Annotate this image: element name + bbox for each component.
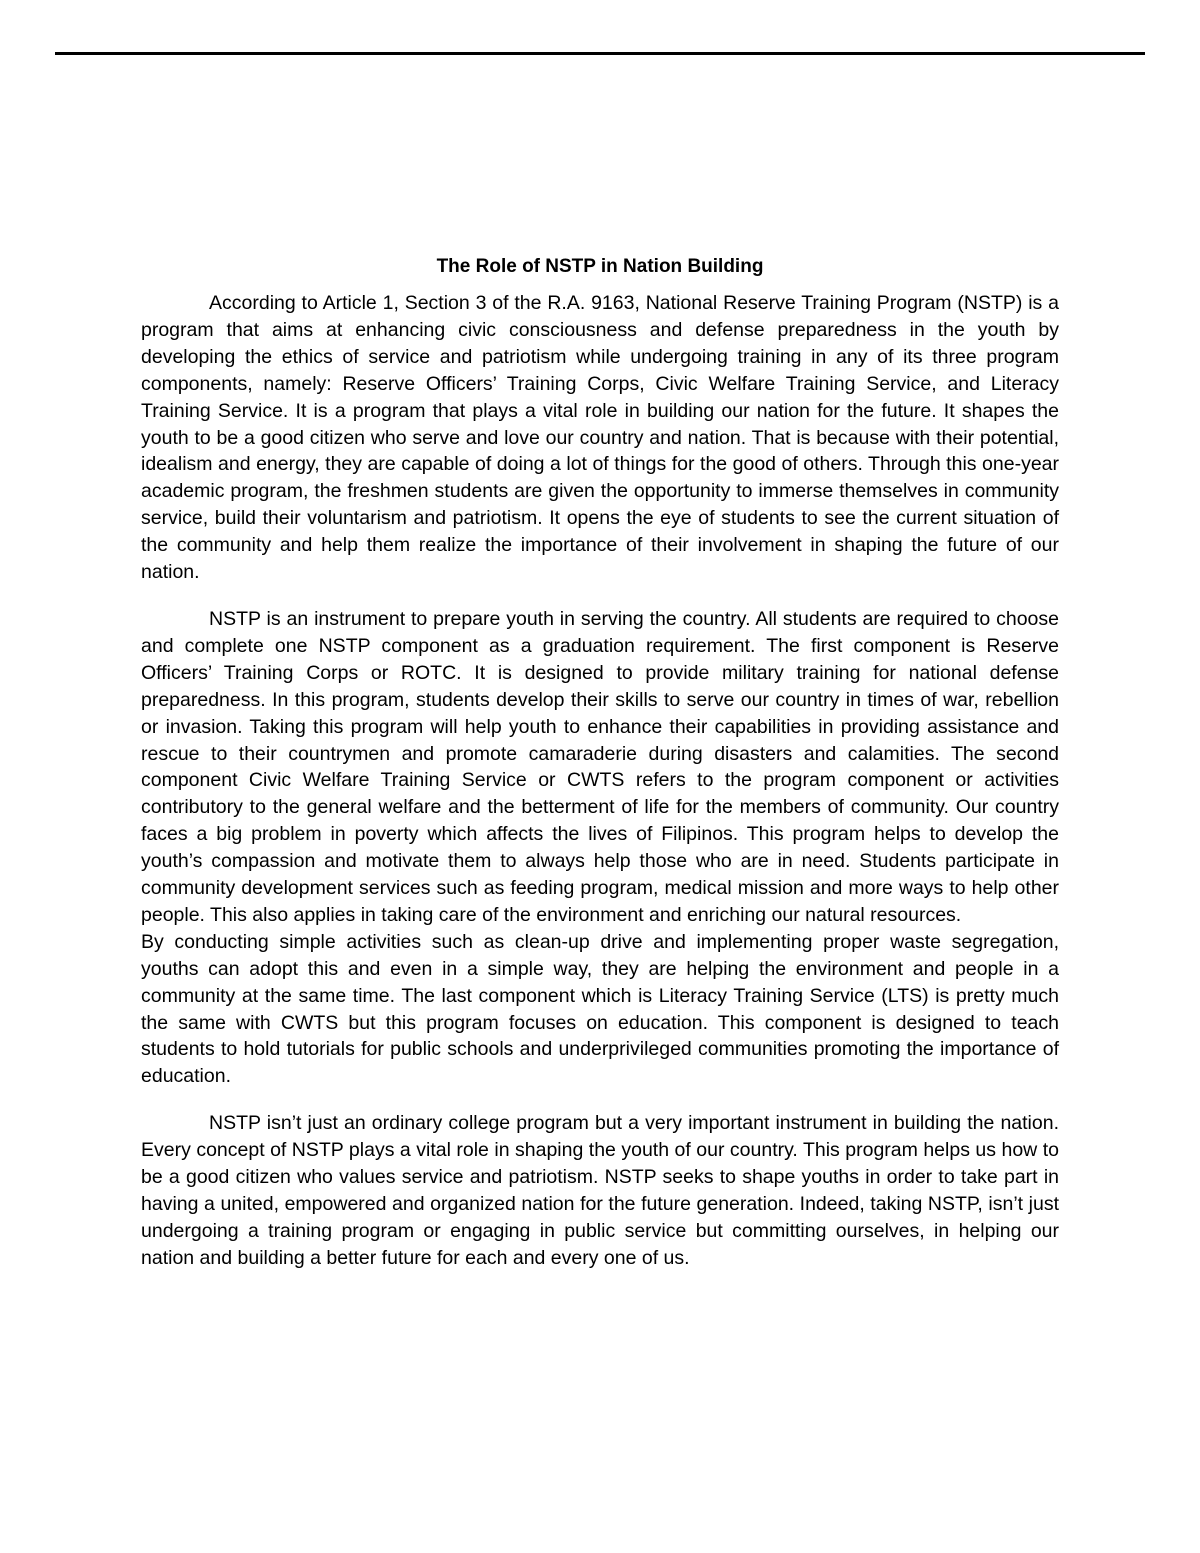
paragraph-components: NSTP is an instrument to prepare youth in serving the country. All students are required to choose and complete one NSTP component as a graduation requirement. The first component is Reserve Officers’ Training Corps or ROTC. It is designed to provide military training for national defense preparedness. In this program, students develop their skills to serve our country in times of war, rebellion or invasion. Taking this program will help youth to enhance their capabilities in providing assistance and rescue to their countrymen and promote camaraderie during disasters and calamities. The second component Civic Welfare Training Service or CWTS refers to the program component or activities contributory to the general welfare and the betterment of life for the members of community. Our country faces a big problem in poverty which affects the lives of Filipinos. This program helps to develop the youth’s compassion and motivate them to always help those who are in need. Students participate in community development services such as feeding program, medical mission and more ways to help other people. This also applies in taking care of the environment and enriching our natural resources. <box>141 607 1059 926</box>
document-title: The Role of NSTP in Nation Building <box>436 256 764 277</box>
header-rule <box>55 52 1145 55</box>
document-body <box>141 252 1059 1272</box>
paragraph-intro: According to Article 1, Section 3 of the R.A. 9163, National Reserve Training Program (NSTP) is a program that aims at enhancing civic consciousness and defense preparedness in the youth by developing the ethics of service and patriotism while undergoing training in any of its three program components, namely: Reserve Officers’ Training Corps, Civic Welfare Training Service, and Literacy Training Service. It is a program that plays a vital role in building our nation for the future. It shapes the youth to be a good citizen who serve and love our country and nation. That is because with their potential, idealism and energy, they are capable of doing a lot of things for the good of others. Through this one-year academic program, the freshmen students are given the opportunity to immerse themselves in community service, build their voluntarism and patriotism. It opens the eye of students to see the current situation of the community and help them realize the importance of their involvement in shaping the future of our nation. <box>141 292 1059 584</box>
paragraph-conclusion: NSTP isn’t just an ordinary college program but a very important instrument in building the nation. Every concept of NSTP plays a vital role in shaping the youth of our country. This program helps us how to be a good citizen who values service and patriotism. NSTP seeks to shape youths in order to take part in having a united, empowered and organized nation for the future generation. Indeed, taking NSTP, isn’t just undergoing a training program or engaging in public service but committing ourselves, in helping our nation and building a better future for each and every one of us. <box>141 1112 1059 1269</box>
paragraph-activities: By conducting simple activities such as clean-up drive and implementing proper waste segregation, youths can adopt this and even in a simple way, they are helping the environment and people in a community at the same time. The last component which is Literacy Training Service (LTS) is pretty much the same with CWTS but this program focuses on education. This component is designed to teach students to hold tutorials for public schools and underprivileged communities promoting the importance of education. <box>141 930 1059 1088</box>
